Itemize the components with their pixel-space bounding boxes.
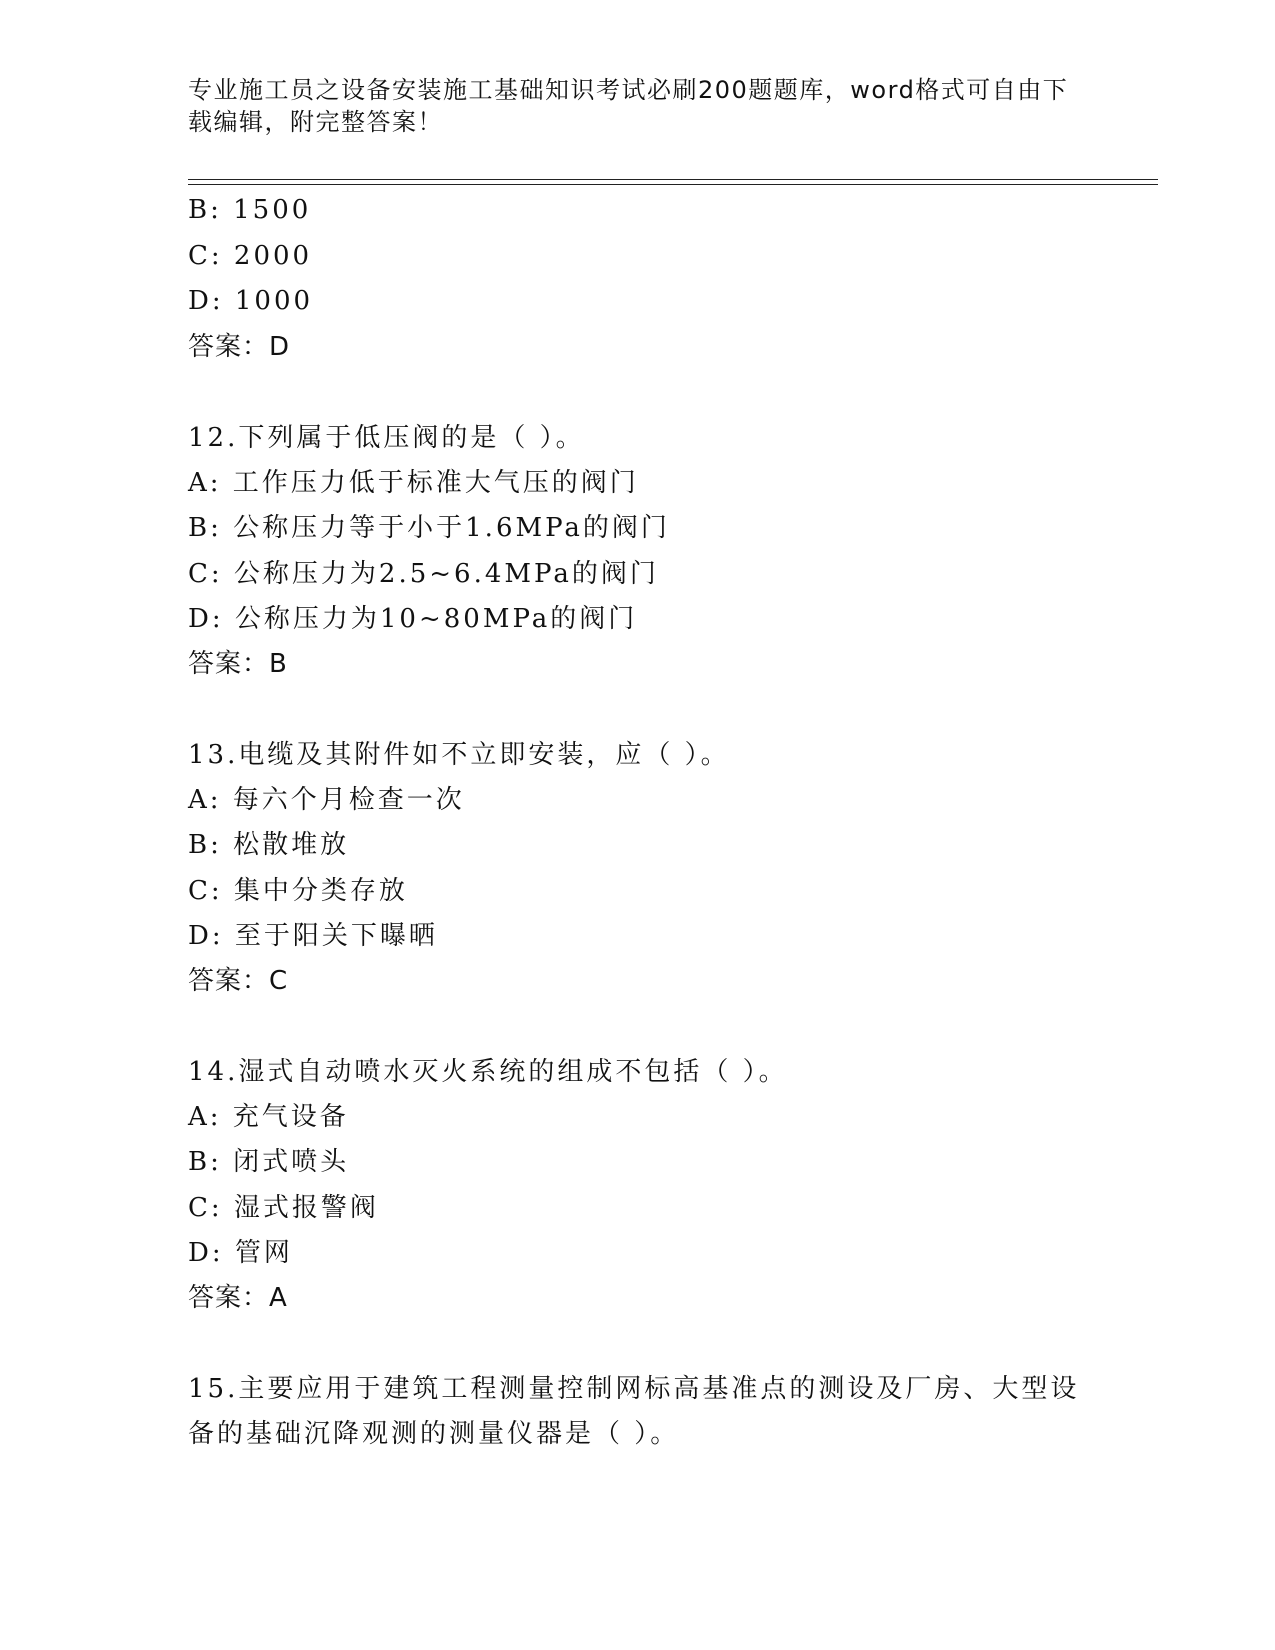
header-divider-double	[188, 184, 1158, 185]
option-c: C: 2000	[188, 241, 313, 271]
header-divider	[188, 179, 1158, 180]
option-c: C: 集中分类存放	[188, 876, 408, 906]
option-b: B: 公称压力等于小于1.6MPa的阀门	[188, 513, 670, 543]
option-d: D: 至于阳关下曝晒	[188, 921, 438, 951]
option-a: A: 工作压力低于标准大气压的阀门	[188, 468, 639, 498]
option-a: A: 充气设备	[188, 1102, 349, 1132]
option-c: C: 湿式报警阀	[188, 1193, 379, 1223]
option-c: C: 公称压力为2.5~6.4MPa的阀门	[188, 559, 659, 589]
option-d: D: 1000	[188, 286, 314, 316]
document-header: 专业施工员之设备安装施工基础知识考试必刷200题题库，word格式可自由下载编辑，附完整答案！	[188, 76, 1069, 136]
question-15: 15.主要应用于建筑工程测量控制网标高基准点的测设及厂房、大型设备的基础沉降观测的测量仪器是（ ）。	[188, 1374, 1080, 1449]
answer: 答案：A	[188, 1283, 288, 1313]
option-b: B: 闭式喷头	[188, 1147, 350, 1177]
answer: 答案：C	[188, 966, 289, 996]
answer: 答案：D	[188, 332, 291, 362]
question-13: 13.电缆及其附件如不立即安装，应（ ）。	[188, 740, 730, 770]
question-14: 14.湿式自动喷水灭火系统的组成不包括（ ）。	[188, 1057, 788, 1087]
question-12: 12.下列属于低压阀的是（ ）。	[188, 423, 585, 453]
answer: 答案：B	[188, 649, 288, 679]
option-d: D: 公称压力为10~80MPa的阀门	[188, 604, 638, 634]
option-a: A: 每六个月检查一次	[188, 785, 465, 815]
option-d: D: 管网	[188, 1238, 293, 1268]
option-b: B: 松散堆放	[188, 830, 350, 860]
option-b: B: 1500	[188, 195, 312, 225]
